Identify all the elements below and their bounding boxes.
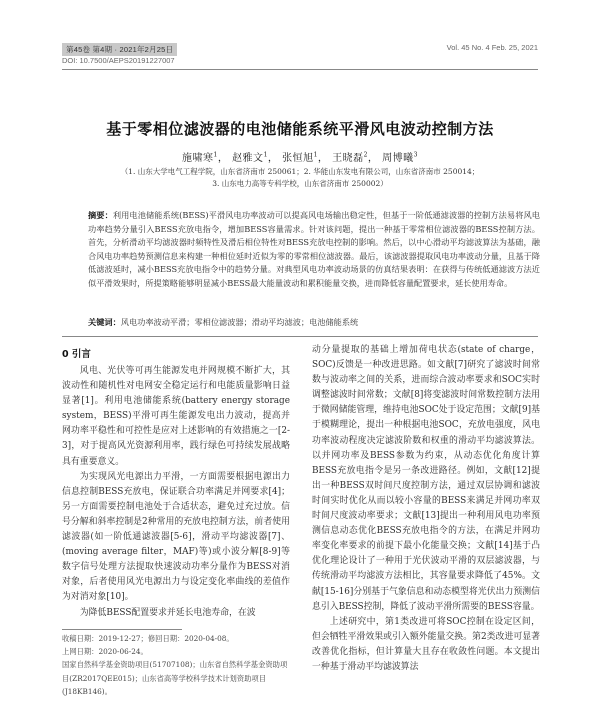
doi: DOI: 10.7500/AEPS20191227007 [62,56,175,65]
paragraph: 上述研究中，第1类改进可将SOC控制在设定区间，但会牺牲平滑效果或引入额外能量交换。第2类改进可显著改善优化指标，但计算量大且存在收敛性问题。本文提出一种基于滑动平均滤波算法 [312,616,540,672]
paragraph: 为降低BESS配置要求并延长电池寿命，在波 [79,607,256,618]
footnote-rule [62,629,182,630]
abstract-text: 利用电池储能系统(BESS)平滑风电功率波动可以提高风电场输出稳定性，但基于一阶低通滤波器的控制方法易将风电功率趋势分量引入BESS充放电指令，增加BESS容量需求。针对该问题，提出一种基于零常相位滤波器的BESS控制方法。首先，分析滑动平均滤波器时频特性及滑后相位特性对BESS充放电控制的影响。然后，以中心滑动平均滤波算法为基础，融合风电功率趋势预测信息来构建一种相位延时近似为零的零常相位滤波器。最后，该滤波器提取风电功率波动分量，且基于降低滤波延时，减小BESS充放电指令中的趋势分量。对典型风电功率波动场景的仿真结果表明：在获得与传统低通滤波方法近似平滑效果时，所提策略能够明显减小BESS最大能量波动和累积能量交换，进而降低容量配置要求，延长使用寿命。 [88,210,540,288]
keywords-label: 关键词： [88,317,121,327]
section-heading-introduction: 0 引言 [62,349,91,360]
footnote [62,632,290,698]
paragraph: 为实现风光电源出力平滑，一方面需要根据电源出力信息控制BESS充放电，保证联合功率满足并网要求[4]；另一方面需要控制电池处于合适状态，避免过充过放。信号分解和斜率控制是2种常用的充放电控制方法，前者使用滤波器(如一阶低通滤波器[5-6]，滑动平均滤波器[7]、(moving average filter，MAF)等)或小波分解[8-9]等数字信号处理方法提取快速波动功率分量作为BESS对消对象，后者使用风光电源出力与设定变化率曲线的差值作为对消对象[10]。 [62,471,290,603]
header-rule [62,69,538,70]
author: 赵雅文$^1$ [232,151,268,164]
journal-issue-english: Vol. 45 No. 4 Feb. 25, 2021 [446,43,538,52]
keywords [88,316,540,329]
affiliation-line-2: 3. 山东电力高等专科学校，山东省济南市 250002） [212,179,388,188]
left-column [62,364,290,621]
paper-title: 基于零相位滤波器的电池储能系统平滑风电波动控制方法 [106,120,494,138]
footnote-received: 收稿日期：2019-12-27；修回日期：2020-04-08。 [62,634,234,643]
journal-issue-tag: 第45卷 第4期 · 2021年2月25日 [62,43,177,56]
abstract [88,209,540,291]
right-column [312,343,540,675]
paragraph: 动分量提取的基础上增加荷电状态(state of charge，SOC)反馈是一种改进思路。如文献[7]研究了滤波时间常数与波动率之间的关系，进而综合波动率要求和SOC实时调整滤波时间常数；文献[8]将变滤波时间常数控制方法用于微网储能管理，维持电池SOC处于设定范围；文献[9]基于模糊理论，提出一种根据电池SOC，充放电强度，风电功率波动程度决定滤波阶数和权重的滑动平均滤波算法。以并网功率及BESS参数为约束，从动态优化角度计算BESS充放电指令是另一条改进路径。例如，文献[12]提出一种BESS双时间尺度控制方法，通过双层协调和滤波时间实时优化从而以较小容量的BESS来满足并网功率双时间尺度波动率要求；文献[13]提出一种利用风电功率预测信息动态优化BESS充放电指令的方法，在满足并网功率变化率要求的前提下最小化能量交换；文献[14]基于凸优化理论设计了一种用于光伏波动平滑的双层滤波器，与传统滑动平均滤波方法相比，其容量要求降低了45%。文献[15-16]分别基于气象信息和动态模型将光伏出力预测信息引入BESS控制，降低了波动平滑所需要的BESS容量。 [312,345,540,612]
abstract-label: 摘要： [88,210,113,220]
affiliation-line-1: （1. 山东大学电气工程学院，山东省济南市 250061；2. 华能山东发电有限公司，山东省济南市 250014； [120,167,480,176]
author: 张恒旭$^1$ [282,151,318,164]
keywords-text: 风电功率波动平滑；零相位滤波器；滑动平均滤波；电池储能系统 [120,317,359,327]
author: 施啸寒$^1$ [182,151,218,164]
paragraph: 风电、光伏等可再生能源发电并网规模不断扩大，其波动性和随机性对电网安全稳定运行和电能质量影响日益显著[1]。利用电池储能系统(battery energy storage system，BESS)平滑可再生能源发电出力波动，提高并网功率平稳性和可控性是应对上述影响的有效措施之一[2-3]，对于提高风光资源利用率，践行绿色可持续发展战略具有重要意义。 [62,366,290,467]
author: 王晓磊$^2$ [332,151,368,164]
author: 周博曦$^3$ [382,151,418,164]
footnote-fund: 国家自然科学基金资助项目(51707108)；山东省自然科学基金资助项目(ZR2017QEE015)；山东省高等学校科学技术计划资助项目(J18KB146)。 [62,660,288,696]
author-list: 施啸寒$^1$， 赵雅文$^1$， 张恒旭$^1$， 王晓磊$^2$， 周博曦$^3$ [182,151,418,164]
footnote-online: 上网日期：2020-06-24。 [62,647,148,657]
abstract-rule [62,336,538,337]
